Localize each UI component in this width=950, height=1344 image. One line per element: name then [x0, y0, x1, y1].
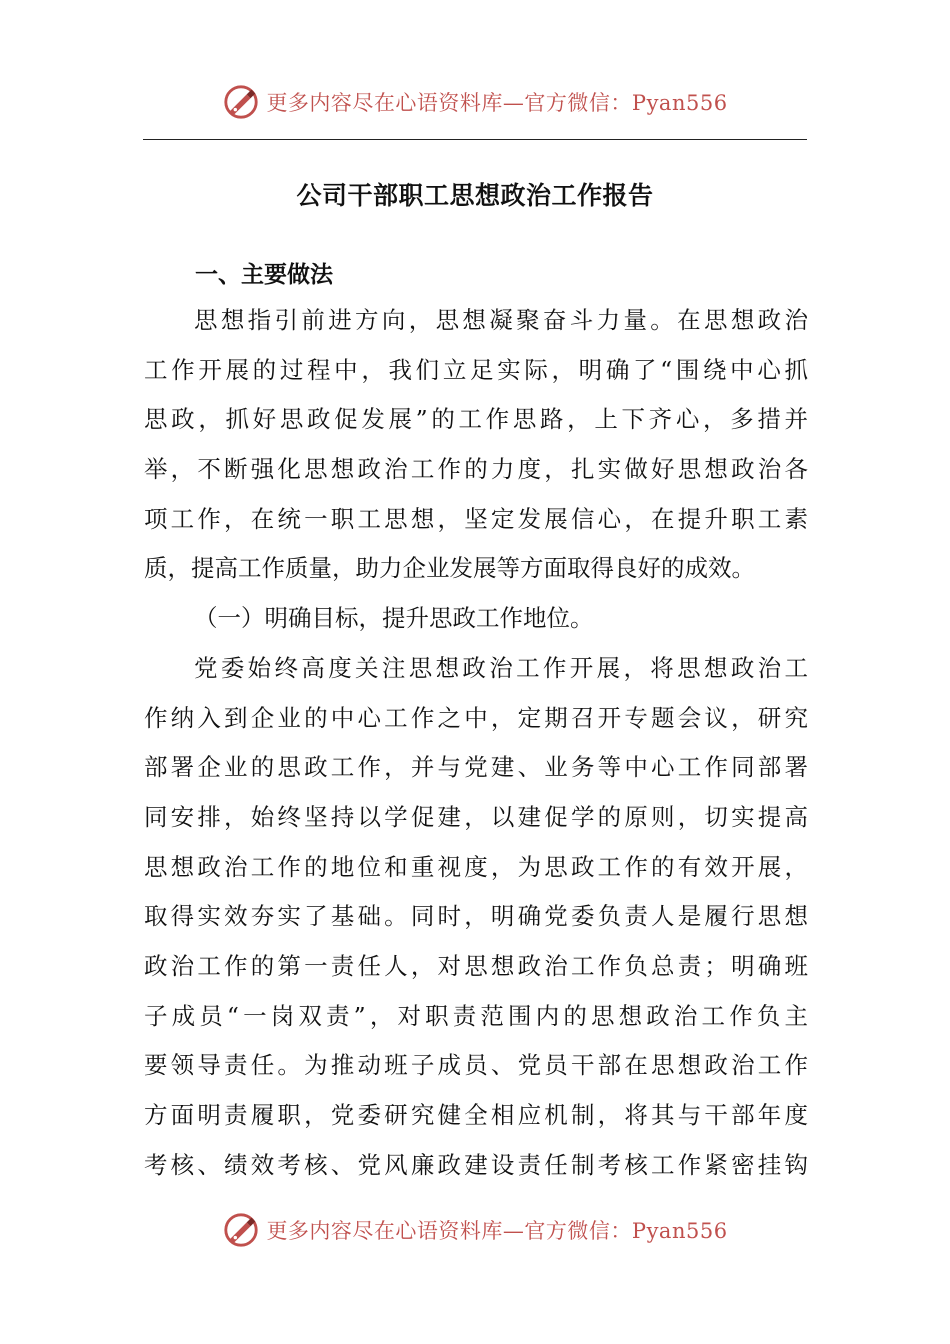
text-line: 举，不断强化思想政治工作的力度，扎实做好思想政治各 [144, 455, 808, 484]
text-line: 要领导责任。为推动班子成员、党员干部在思想政治工作 [144, 1051, 808, 1080]
pen-nib-logo-icon [222, 83, 260, 121]
text-line: 同安排，始终坚持以学促建，以建促学的原则，切实提高 [144, 802, 808, 831]
section-heading: 一、主要做法 [195, 262, 333, 288]
text-line: 考核、绩效考核、党风廉政建设责任制考核工作紧密挂钩 [144, 1150, 808, 1179]
subsection-heading: （一）明确目标，提升思政工作地位。 [194, 604, 594, 633]
pen-nib-logo-icon [222, 1211, 260, 1249]
document-body [144, 296, 808, 1190]
document-title: 公司干部职工思想政治工作报告 [296, 181, 654, 210]
text-line: 质，提高工作质量，助力企业发展等方面取得良好的成效。 [144, 554, 755, 583]
text-line: 方面明责履职，党委研究健全相应机制，将其与干部年度 [144, 1101, 808, 1129]
text-line: 子成员“一岗双责”，对职责范围内的思想政治工作负主 [144, 1001, 808, 1030]
text-line: 取得实效夯实了基础。同时，明确党委负责人是履行思想 [144, 902, 808, 931]
text-line: 作纳入到企业的中心工作之中，定期召开专题会议，研究 [144, 703, 808, 732]
footer-watermark [0, 1206, 950, 1254]
text-line: 部署企业的思政工作，并与党建、业务等中心工作同部署 [144, 753, 808, 782]
header-divider [143, 139, 807, 140]
header-watermark [0, 78, 950, 126]
text-line: 党委始终高度关注思想政治工作开展，将思想政治工 [194, 653, 808, 682]
text-line: 思政，抓好思政促发展”的工作思路，上下齐心，多措并 [144, 405, 808, 434]
text-line: 思想指引前进方向，思想凝聚奋斗力量。在思想政治 [194, 306, 808, 334]
watermark-text: 更多内容尽在心语资料库—官方微信：Pyan556 [266, 1219, 728, 1243]
text-line: 项工作，在统一职工思想，坚定发展信心，在提升职工素 [144, 504, 808, 533]
watermark-text: 更多内容尽在心语资料库—官方微信：Pyan556 [266, 91, 728, 115]
text-line: 工作开展的过程中，我们立足实际，明确了“围绕中心抓 [144, 355, 808, 384]
text-line: 思想政治工作的地位和重视度，为思政工作的有效开展， [144, 852, 808, 881]
text-line: 政治工作的第一责任人，对思想政治工作负总责；明确班 [144, 951, 808, 980]
